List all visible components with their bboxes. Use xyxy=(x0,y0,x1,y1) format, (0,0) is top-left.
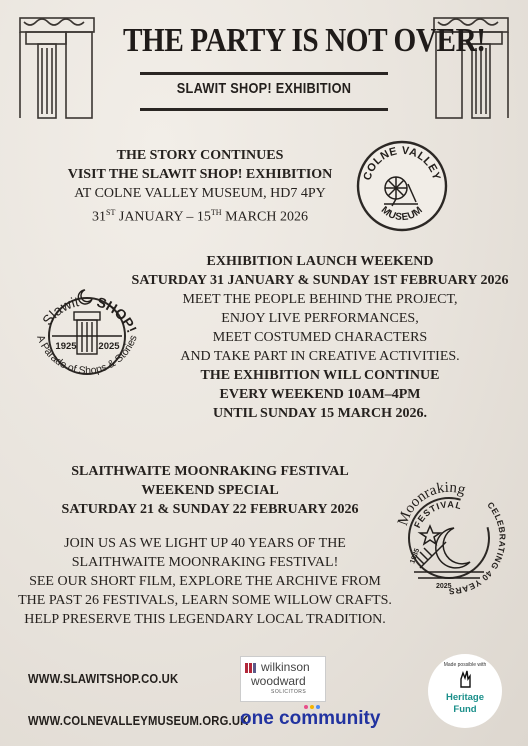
svg-text:SHOP! xyxy=(95,294,140,335)
festival-line-2: SLAITHWAITE MOONRAKING FESTIVAL! xyxy=(71,555,339,570)
festival-description xyxy=(10,534,400,629)
slawit-logo-year-right: 2025 xyxy=(98,341,120,352)
heritage-fund-logo xyxy=(428,654,502,728)
story-location: AT COLNE VALLEY MUSEUM, HD7 4PY xyxy=(74,186,326,201)
museum-logo-bottom-text: MUSEUM xyxy=(378,204,426,224)
wilkinson-woodward-mark-icon xyxy=(245,663,259,673)
museum-logo-top-text: COLNE VALLEY xyxy=(361,144,443,182)
one-community-logo: one community xyxy=(240,708,381,729)
moonraking-logo-year-right: 2025 xyxy=(436,583,452,590)
slawit-logo-year-left: 1925 xyxy=(55,341,77,352)
crossed-fingers-icon xyxy=(456,670,474,688)
festival-line-4: THE PAST 26 FESTIVALS, LEARN SOME WILLOW CRAFTS. xyxy=(18,593,392,608)
moonraking-festival-logo xyxy=(384,472,514,602)
heritage-made-possible-text: Made possible with xyxy=(443,662,487,668)
launch-line-3: MEET COSTUMED CHARACTERS xyxy=(212,330,428,345)
colne-valley-museum-website-link[interactable]: WWW.COLNEVALLEYMUSEUM.ORG.UK xyxy=(28,714,249,728)
launch-line-1: MEET THE PEOPLE BEHIND THE PROJECT, xyxy=(182,292,458,307)
slawitshop-website-link[interactable]: WWW.SLAWITSHOP.CO.UK xyxy=(28,672,179,686)
rake-icon xyxy=(416,542,446,568)
fund-text: Fund xyxy=(453,704,477,715)
crescent-moon-icon xyxy=(78,290,92,304)
festival-dates: SATURDAY 21 & SUNDAY 22 FEBRUARY 2026 xyxy=(61,502,359,517)
festival-line-1: JOIN US AS WE LIGHT UP 40 YEARS OF THE xyxy=(64,536,346,551)
moonraking-logo-festival: FESTIVAL xyxy=(412,499,464,530)
launch-line-2: ENJOY LIVE PERFORMANCES, xyxy=(221,311,419,326)
svg-text:Slawit xyxy=(39,293,80,328)
launch-continue: THE EXHIBITION WILL CONTINUE xyxy=(200,368,440,383)
story-heading: THE STORY CONTINUES xyxy=(116,148,284,163)
launch-hours: EVERY WEEKEND 10AM–4PM xyxy=(219,387,421,402)
poster-subtitle: SLAWIT SHOP! EXHIBITION xyxy=(176,80,352,97)
svg-text:CELEBRATING 40 YEARS xyxy=(448,500,508,596)
moonraking-logo-year-left: 1985 xyxy=(409,547,422,565)
title-divider-bottom xyxy=(140,108,388,111)
launch-heading: EXHIBITION LAUNCH WEEKEND xyxy=(206,254,434,269)
story-block xyxy=(50,146,350,227)
solicitors-text: SOLICITORS xyxy=(271,689,307,695)
story-dates: 31ST JANUARY – 15TH MARCH 2026 xyxy=(92,208,308,225)
launch-until: UNTIL SUNDAY 15 MARCH 2026. xyxy=(212,406,428,421)
launch-dates: SATURDAY 31 JANUARY & SUNDAY 1ST FEBRUARY 2026 xyxy=(131,273,509,288)
festival-line-3: SEE OUR SHORT FILM, EXPLORE THE ARCHIVE FROM xyxy=(29,574,381,589)
launch-block xyxy=(130,252,510,423)
shopfront-pillar-left-icon xyxy=(14,14,98,122)
moonraking-logo-word: Moonraking xyxy=(394,479,468,528)
heritage-text: Heritage xyxy=(445,692,484,703)
poster-title: THE PARTY IS NOT OVER! xyxy=(122,22,486,59)
moonraking-logo-ring-text: CELEBRATING 40 YEARS xyxy=(448,499,508,597)
wilkinson-text: wilkinson xyxy=(261,660,310,674)
slawit-logo-name: Slawit xyxy=(38,293,81,329)
wilkinson-woodward-logo xyxy=(240,656,326,702)
slawit-shop-logo xyxy=(22,270,152,400)
story-visit: VISIT THE SLAWIT SHOP! EXHIBITION xyxy=(67,167,333,182)
festival-subheading: WEEKEND SPECIAL xyxy=(141,483,279,498)
festival-heading: SLAITHWAITE MOONRAKING FESTIVAL xyxy=(71,464,349,479)
slawit-logo-shop: SHOP! xyxy=(94,293,141,336)
title-divider-top xyxy=(140,72,388,75)
woodward-text: woodward xyxy=(251,674,306,688)
colne-valley-museum-logo xyxy=(356,140,448,232)
festival-block xyxy=(40,462,380,519)
slawit-logo-tagline: A Parade of Shops & Stories xyxy=(34,333,140,377)
launch-line-4: AND TAKE PART IN CREATIVE ACTIVITIES. xyxy=(180,349,460,364)
festival-line-5: HELP PRESERVE THIS LEGENDARY LOCAL TRADITION. xyxy=(24,612,386,627)
